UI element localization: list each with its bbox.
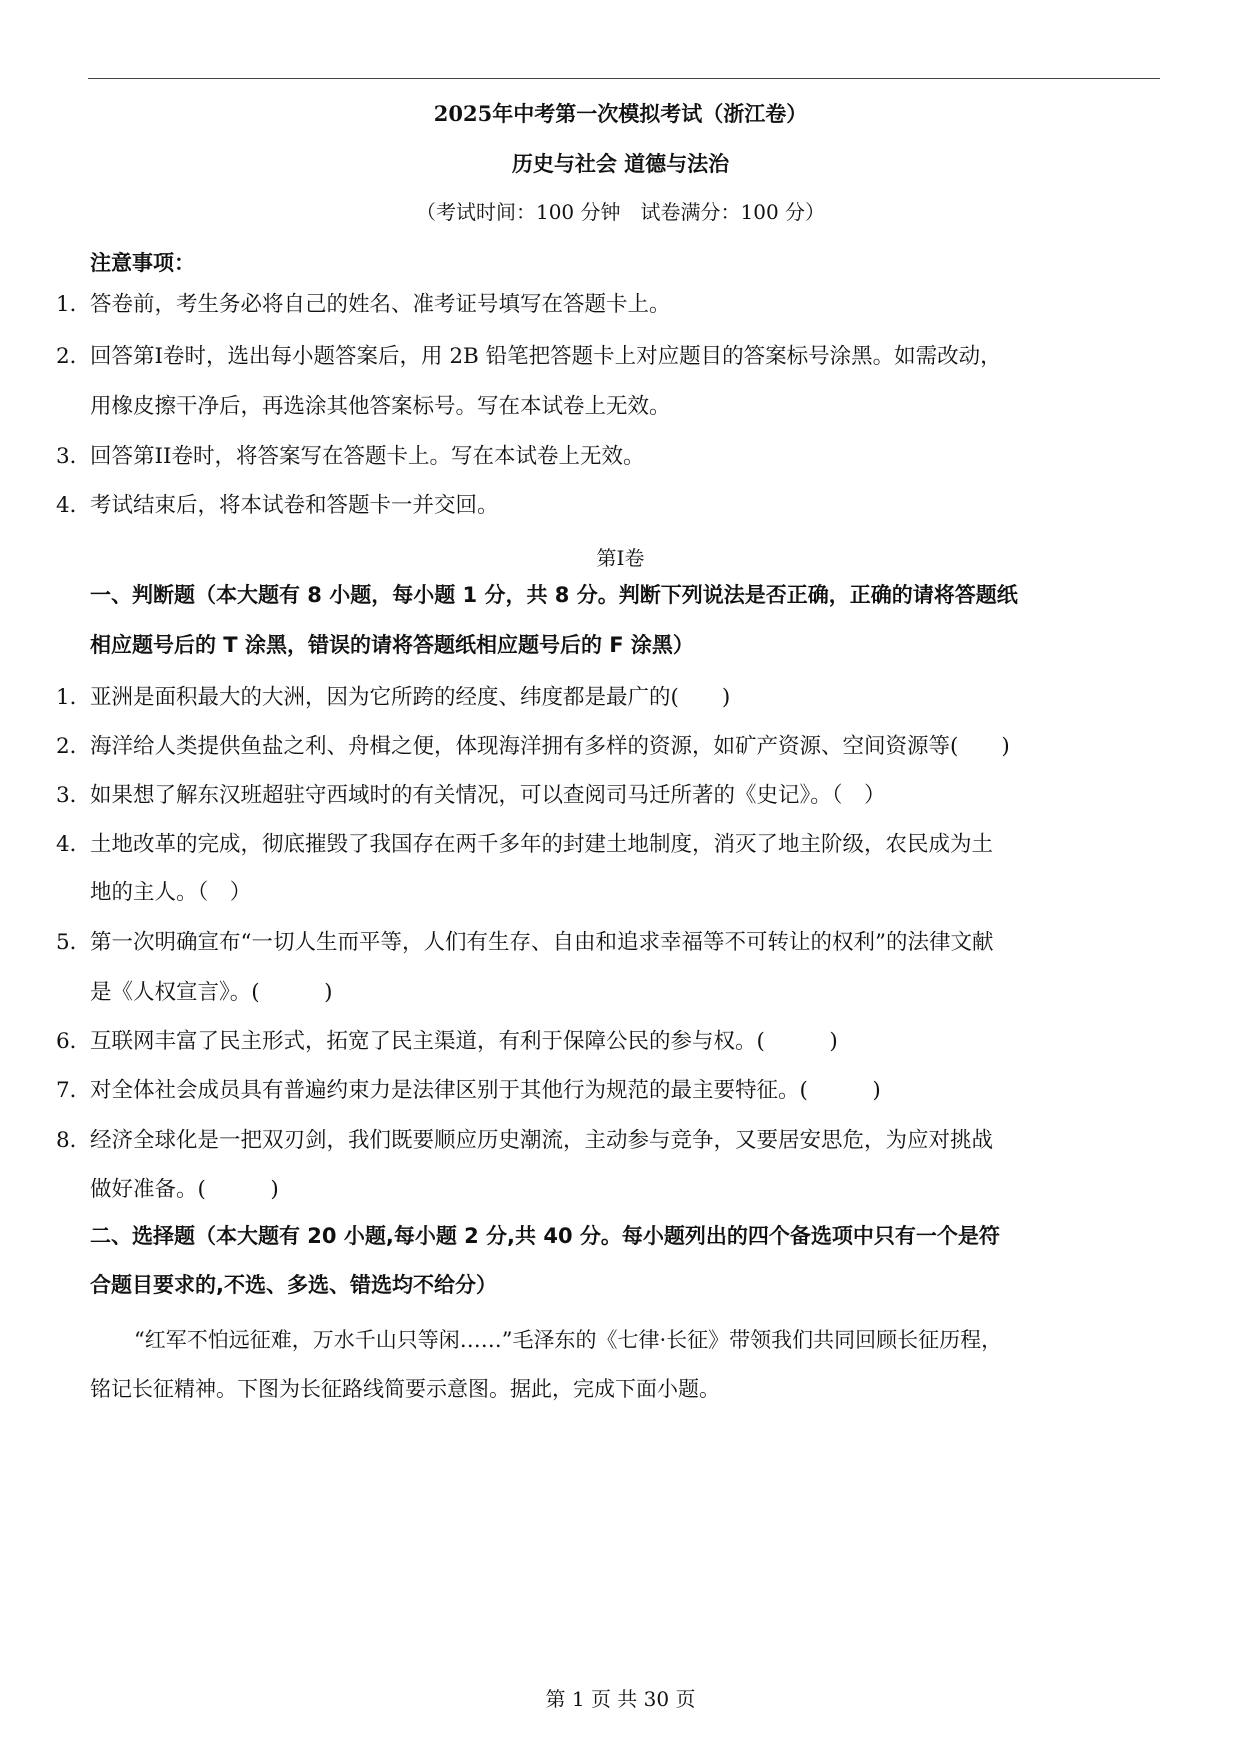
question-number: 8． xyxy=(56,1128,92,1153)
section2-intro-cont: 铭记长征精神。下图为长征路线简要示意图。据此，完成下面小题。 xyxy=(90,1377,720,1401)
question-text: 互联网丰富了民主形式，拓宽了民主渠道，有利于保障公民的参与权。( ) xyxy=(90,1029,838,1054)
notice-item-number: 4． xyxy=(56,493,92,518)
question-3 xyxy=(56,781,886,811)
exam-title: 2025年中考第一次模拟考试（浙江卷） xyxy=(433,101,808,126)
question-7 xyxy=(56,1076,881,1106)
question-1 xyxy=(56,683,730,713)
question-2 xyxy=(56,732,1010,762)
section2-heading-cont: 合题目要求的,不选、多选、错选均不给分） xyxy=(90,1273,497,1297)
exam-meta: （考试时间：100 分钟 试卷满分：100 分） xyxy=(415,200,826,224)
notice-item-text: 回答第I卷时，选出每小题答案后，用 2B 铅笔把答题卡上对应题目的答案标号涂黑。如需改动， xyxy=(90,344,1002,369)
question-text: 第一次明确宣布“一切人生而平等，人们有生存、自由和追求幸福等不可转让的权利”的法律文献 xyxy=(90,930,994,955)
notice-item-4 xyxy=(56,491,499,521)
question-text: 海洋给人类提供鱼盐之利、舟楫之便，体现海洋拥有多样的资源，如矿产资源、空间资源等( ) xyxy=(90,734,1010,759)
notice-item-text: 答卷前，考生务必将自己的姓名、准考证号填写在答题卡上。 xyxy=(90,292,671,317)
section2-heading: 二、选择题（本大题有 20 小题,每小题 2 分,共 40 分。每小题列出的四个备选项中只有一个是符 xyxy=(90,1224,1000,1248)
question-5-cont: 是《人权宣言》。( ) xyxy=(90,980,333,1005)
volume-title: 第I卷 xyxy=(596,546,645,570)
question-8-cont: 做好准备。( ) xyxy=(90,1177,279,1202)
section1-heading-cont: 相应题号后的 T 涂黑，错误的请将答题纸相应题号后的 F 涂黑） xyxy=(90,633,694,657)
notice-item-2 xyxy=(56,342,1002,372)
exam-subject: 历史与社会 道德与法治 xyxy=(511,151,730,176)
notice-item-text: 回答第II卷时，将答案写在答题卡上。写在本试卷上无效。 xyxy=(90,444,645,469)
section1-heading: 一、判断题（本大题有 8 小题，每小题 1 分，共 8 分。判断下列说法是否正确，正确的请将答题纸 xyxy=(90,583,1018,607)
notice-item-1 xyxy=(56,290,671,320)
question-number: 3． xyxy=(56,783,92,808)
question-5 xyxy=(56,928,994,958)
notice-item-number: 1． xyxy=(56,292,92,317)
question-text: 亚洲是面积最大的大洲，因为它所跨的经度、纬度都是最广的( ) xyxy=(90,685,731,710)
question-number: 1． xyxy=(56,685,92,710)
question-text: 如果想了解东汉班超驻守西域时的有关情况，可以查阅司马迁所著的《史记》。（ ） xyxy=(90,783,886,808)
question-text: 经济全球化是一把双刃剑，我们既要顺应历史潮流，主动参与竞争，又要居安思危，为应对挑战 xyxy=(90,1128,994,1153)
notice-item-number: 2． xyxy=(56,344,92,369)
notice-item-3 xyxy=(56,442,645,472)
page-footer: 第 1 页 共 30 页 xyxy=(545,1687,696,1711)
section2-intro: “红军不怕远征难，万水千山只等闲……”毛泽东的《七律·长征》带领我们共同回顾长征历程， xyxy=(134,1328,1003,1352)
question-number: 5． xyxy=(56,930,92,955)
notice-heading: 注意事项： xyxy=(90,251,195,275)
question-number: 2． xyxy=(56,734,92,759)
question-number: 6． xyxy=(56,1029,92,1054)
question-number: 7． xyxy=(56,1078,92,1103)
header-rule xyxy=(88,78,1160,79)
question-text: 土地改革的完成，彻底摧毁了我国存在两千多年的封建土地制度，消灭了地主阶级，农民成为土 xyxy=(90,832,994,857)
notice-item-text: 考试结束后，将本试卷和答题卡一并交回。 xyxy=(90,493,499,518)
question-4 xyxy=(56,830,993,860)
notice-item-number: 3． xyxy=(56,444,92,469)
question-number: 4． xyxy=(56,832,92,857)
question-6 xyxy=(56,1027,838,1057)
question-4-cont: 地的主人。（ ） xyxy=(90,880,252,905)
notice-item-2-cont: 用橡皮擦干净后，再选涂其他答案标号。写在本试卷上无效。 xyxy=(90,394,671,419)
question-text: 对全体社会成员具有普遍约束力是法律区别于其他行为规范的最主要特征。( ) xyxy=(90,1078,881,1103)
question-8 xyxy=(56,1126,993,1156)
